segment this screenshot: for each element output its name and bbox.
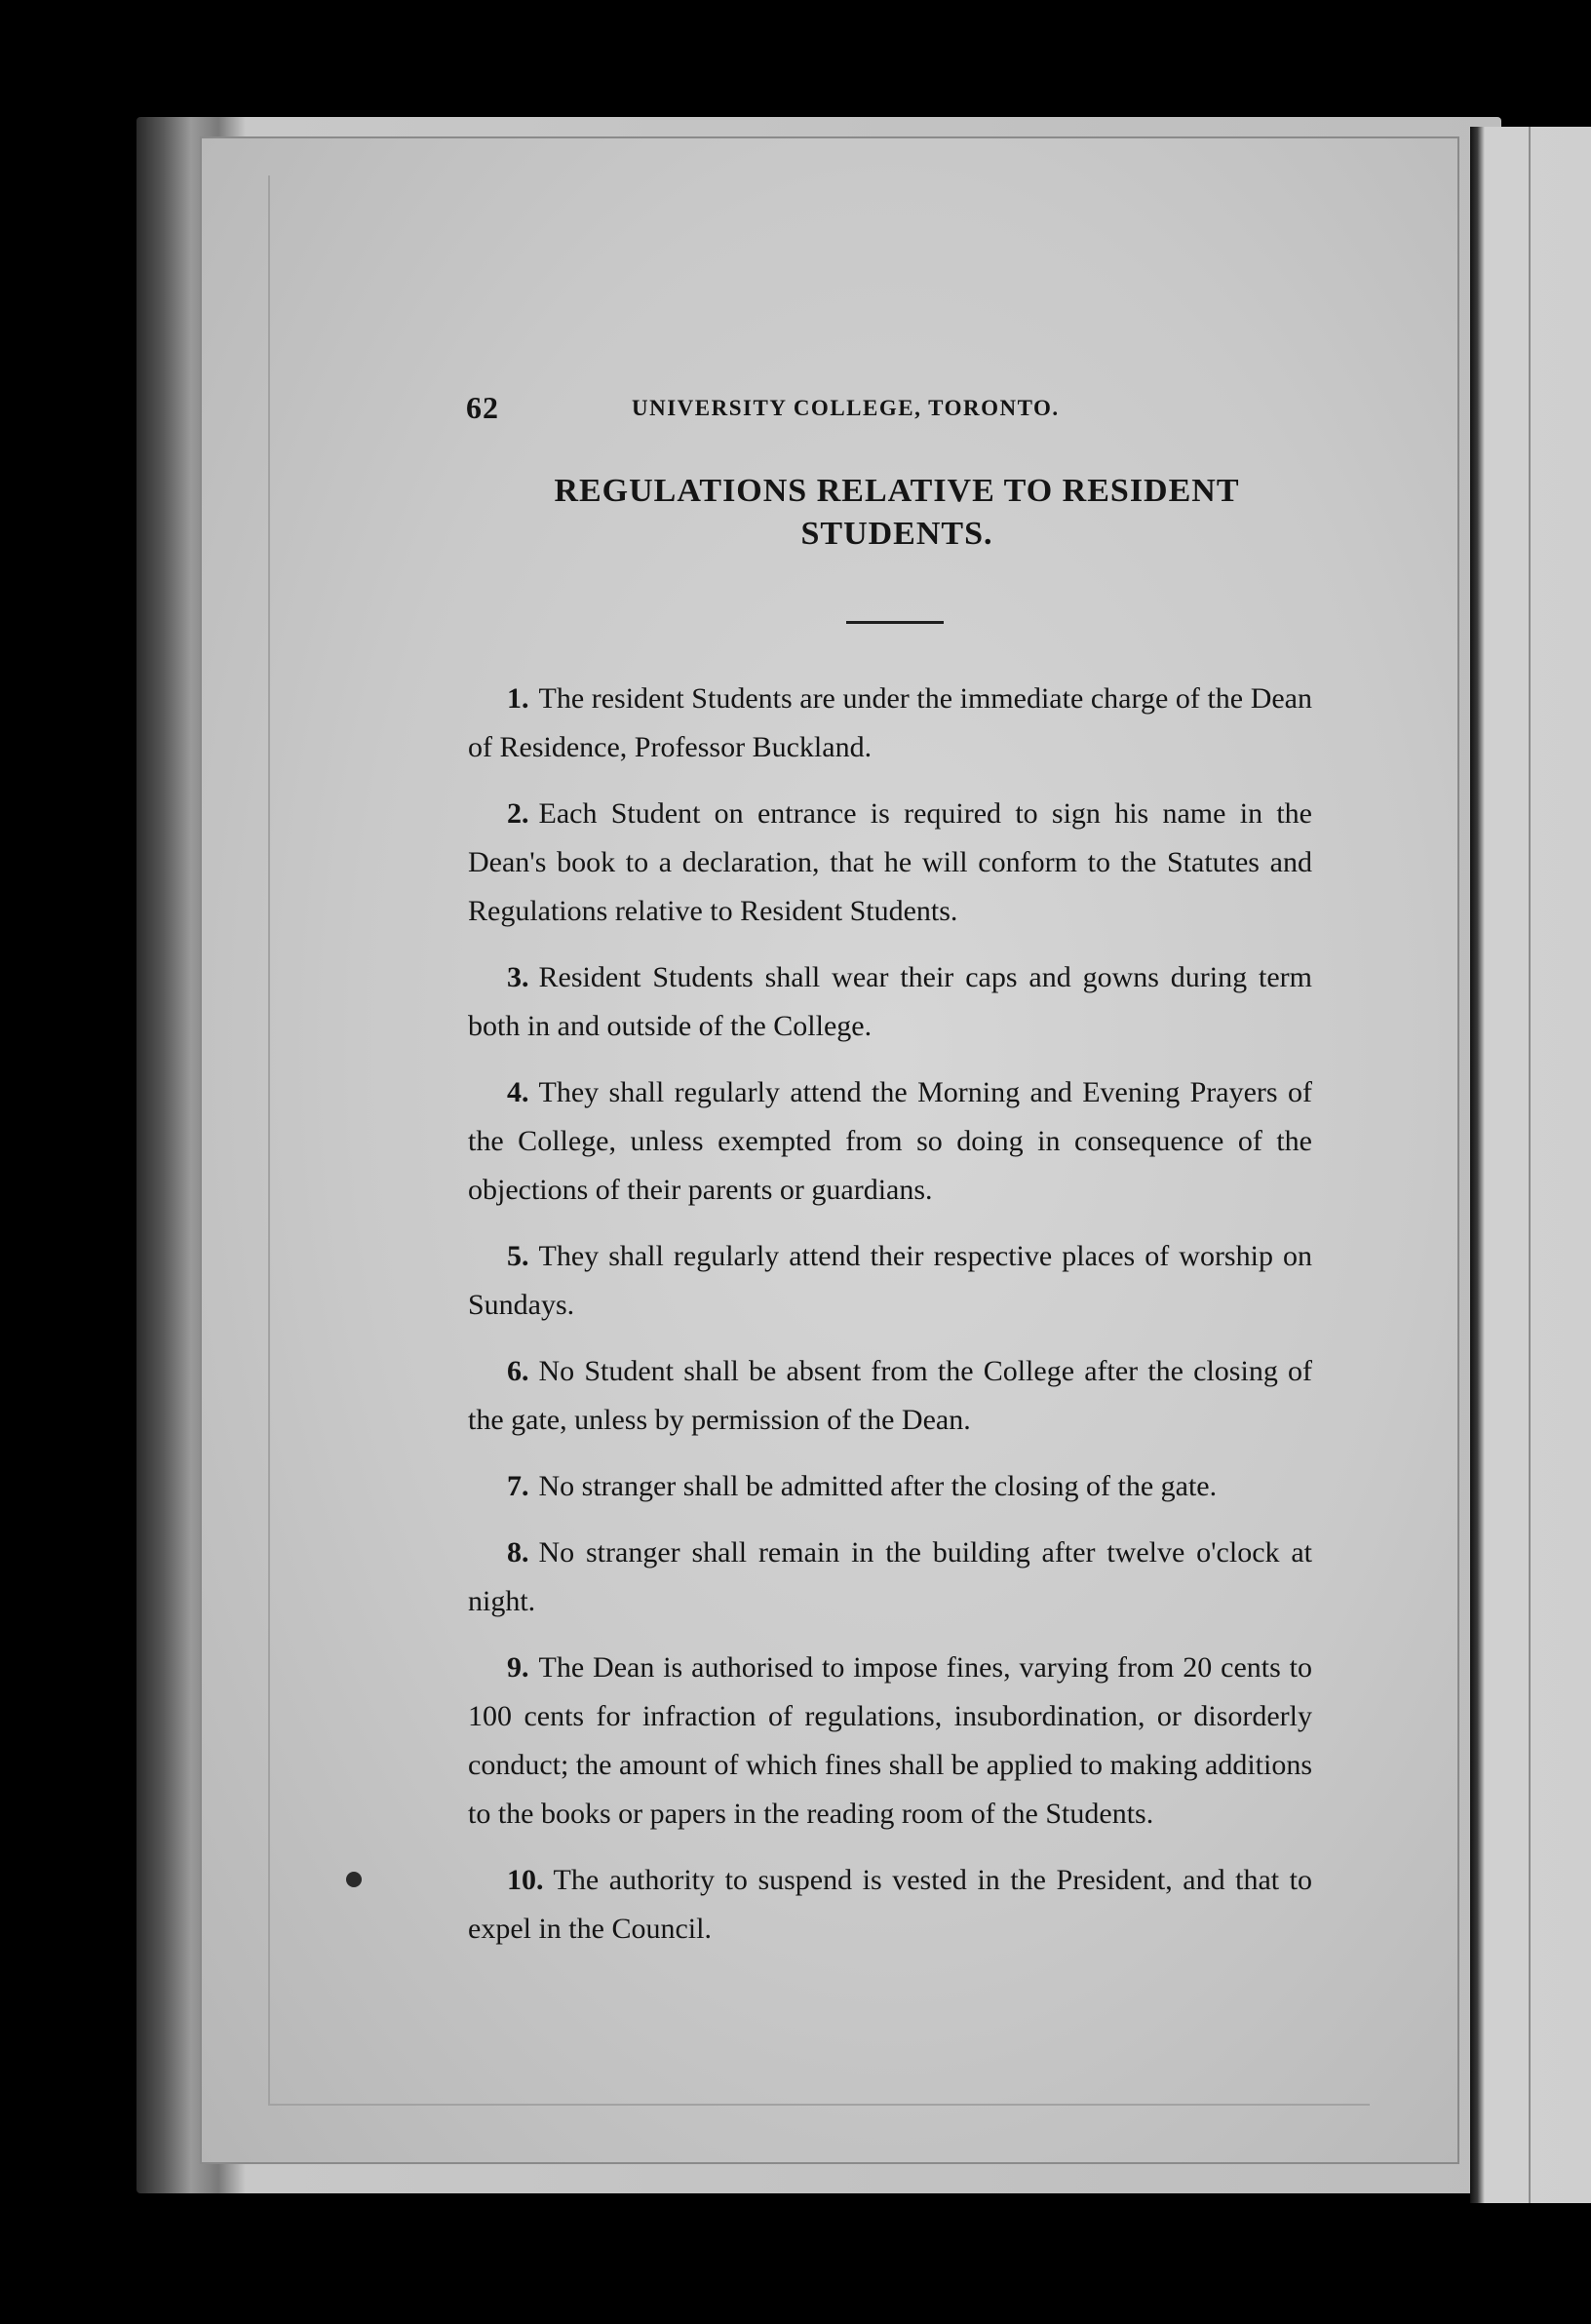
regulation-text: Each Student on entrance is required to sign his name in the Dean's book to a declaration, that he will conform to the Statutes and Regulations relative to Resident Students. bbox=[468, 797, 1312, 927]
regulation-number: 7. bbox=[507, 1470, 529, 1502]
regulation-text: No Student shall be absent from the College after the closing of the gate, unless by permission of the Dean. bbox=[468, 1355, 1312, 1436]
regulation-text: The authority to suspend is vested in the President, and that to expel in the Council. bbox=[468, 1864, 1312, 1945]
heading-rule bbox=[846, 621, 944, 624]
regulation-text: Resident Students shall wear their caps and gowns during term both in and outside of the College. bbox=[468, 961, 1312, 1042]
section-heading-line-1: REGULATIONS RELATIVE TO RESIDENT bbox=[554, 473, 1240, 509]
regulation-number: 3. bbox=[507, 961, 529, 993]
regulation-text: They shall regularly attend the Morning and Evening Prayers of the College, unless exempted from so doing in consequence of the objections of their parents or guardians. bbox=[468, 1076, 1312, 1206]
regulation-item bbox=[468, 1462, 1312, 1511]
running-head bbox=[466, 390, 1314, 439]
regulation-text: No stranger shall be admitted after the closing of the gate. bbox=[538, 1470, 1218, 1502]
regulation-item bbox=[468, 1644, 1312, 1839]
regulation-item bbox=[468, 1856, 1312, 1954]
regulation-item bbox=[468, 953, 1312, 1051]
section-heading bbox=[458, 470, 1336, 556]
regulations-list bbox=[468, 675, 1312, 1971]
regulation-item bbox=[468, 675, 1312, 772]
regulation-number: 2. bbox=[507, 797, 529, 830]
regulation-number: 10. bbox=[507, 1864, 544, 1896]
regulation-text: They shall regularly attend their respective places of worship on Sundays. bbox=[468, 1240, 1312, 1321]
regulation-item bbox=[468, 1232, 1312, 1330]
section-heading-line-2: STUDENTS. bbox=[800, 516, 993, 552]
regulation-number: 4. bbox=[507, 1076, 529, 1108]
facing-page-edge bbox=[1470, 127, 1591, 2203]
regulation-item bbox=[468, 1347, 1312, 1445]
regulation-number: 8. bbox=[507, 1536, 529, 1569]
regulation-number: 9. bbox=[507, 1651, 529, 1684]
ink-spot bbox=[346, 1872, 362, 1887]
regulation-item bbox=[468, 1529, 1312, 1626]
running-title: UNIVERSITY COLLEGE, TORONTO. bbox=[632, 396, 1060, 420]
regulation-number: 1. bbox=[507, 682, 529, 715]
page-number: 62 bbox=[466, 390, 499, 425]
facing-page-fold bbox=[1529, 127, 1531, 2203]
regulation-item bbox=[468, 790, 1312, 936]
regulation-item bbox=[468, 1068, 1312, 1215]
regulation-text: The resident Students are under the immediate charge of the Dean of Residence, Professor Buckland. bbox=[468, 682, 1312, 763]
regulation-number: 5. bbox=[507, 1240, 529, 1272]
regulation-text: The Dean is authorised to impose fines, varying from 20 cents to 100 cents for infraction of regulations, insubordination, or disorderly conduct; the amount of which fines shall be applied to making additions to the books or papers in the reading room of the Students. bbox=[468, 1651, 1312, 1830]
regulation-text: No stranger shall remain in the building after twelve o'clock at night. bbox=[468, 1536, 1312, 1617]
regulation-number: 6. bbox=[507, 1355, 529, 1387]
